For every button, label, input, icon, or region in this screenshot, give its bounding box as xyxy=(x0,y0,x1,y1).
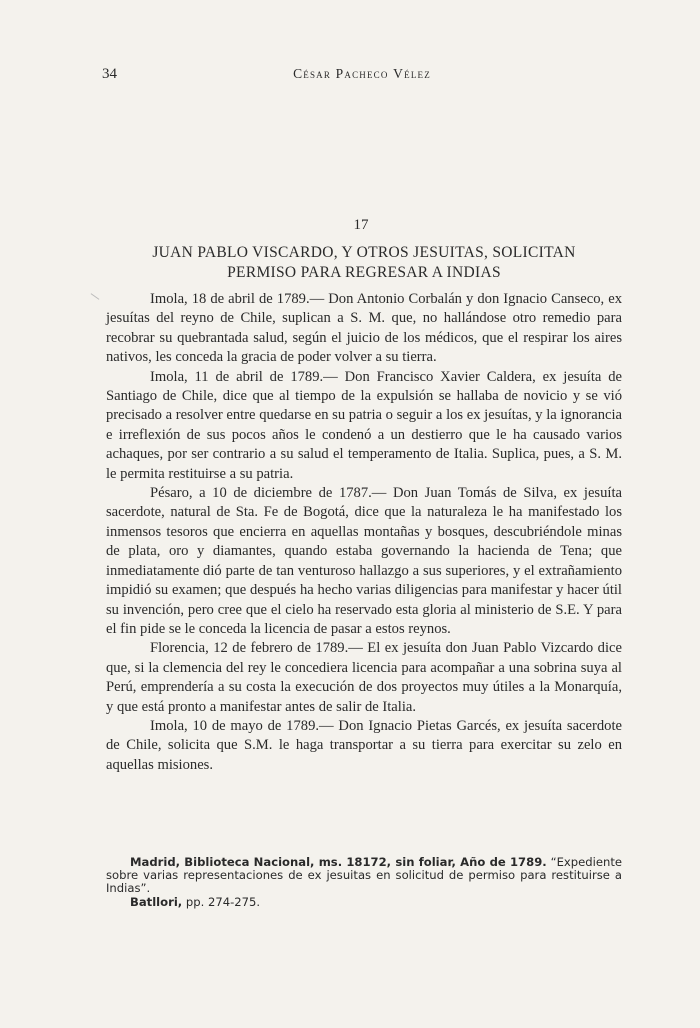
footnote-batllori xyxy=(106,896,622,909)
footnote-citation xyxy=(106,856,622,896)
document-number: 17 xyxy=(353,217,369,233)
author-first-name: César xyxy=(293,66,332,81)
running-head xyxy=(102,66,622,82)
author-last-name: Vélez xyxy=(393,66,431,81)
title-line-1: JUAN PABLO VISCARDO, Y OTROS JESUITAS, SOLICITAN xyxy=(152,244,576,261)
page-number: 34 xyxy=(102,66,117,82)
paragraph-florencia-vizcardo: Florencia, 12 de febrero de 1789.— El ex jesuíta don Juan Pablo Vizcardo dice que, si la clemencia del rey le concediera licencia para acompañar a una sobrina suya al Perú, emprendería a su costa la execución de dos proyectos muy útiles a la Monarquía, y que está pronto a manifestar antes de salir de Italia. xyxy=(106,640,622,715)
page-header xyxy=(102,66,622,88)
footnote-source-text: “Expediente sobre varias representaciones de ex jesuitas en solicitud de permiso para restituirse a Indias”. xyxy=(106,855,622,896)
footnote-source-bold: Madrid, Biblioteca Nacional, ms. 18172, sin foliar, Año de 1789. xyxy=(130,855,547,869)
footnote-batllori-bold: Batllori, xyxy=(130,894,183,909)
footnote-batllori-text: pp. 274-275. xyxy=(182,894,261,909)
margin-mark xyxy=(91,293,100,300)
paragraph-imola-corbalan: Imola, 18 de abril de 1789.— Don Antonio Corbalán y don Ignacio Canseco, ex jesuítas del reyno de Chile, suplican a S. M. que, no hallándose otro remedio para recobrar su quebrantada salud, según el juicio de los médicos, que el respirar los aires nativos, les conceda la gracia de poder volver a su tierra. xyxy=(106,291,622,366)
document-title xyxy=(106,243,622,283)
source-footnote xyxy=(106,856,622,909)
author-middle-name: Pacheco xyxy=(335,66,389,81)
paragraph-imola-garces: Imola, 10 de mayo de 1789.— Don Ignacio Pietas Garcés, ex jesuíta sacerdote de Chile, solicita que S.M. le haga transportar a su tierra para exercitar su zelo en aquellas misiones. xyxy=(106,717,622,773)
title-line-2: PERMISO PARA REGRESAR A INDIAS xyxy=(227,264,501,281)
paragraph-imola-caldera: Imola, 11 de abril de 1789.— Don Francisco Xavier Caldera, ex jesuíta de Santiago de Chile, dice que al tiempo de la expulsión se hallaba de novicio y se vió precisado a resolver entre quedarse en su patria o seguir a los ex jesuítas, y la ignorancia e irreflexión de sus pocos años le condenó a un destierro que le ha causado varios achaques, por ser contrario a su salud el temperamento de Italia. Suplica, pues, a S. M. le permita restituirse a su patria. xyxy=(106,368,622,482)
document-body xyxy=(106,290,622,775)
paragraph-pesaro-silva: Pésaro, a 10 de diciembre de 1787.— Don Juan Tomás de Silva, ex jesuíta sacerdote, natural de Sta. Fe de Bogotá, dice que la naturaleza le ha manifestado los inmensos tesoros que encierra en aquellas montañas y bosques, descubriéndole minas de plata, oro y diamantes, quando estaba governando la hacienda de Tena; que inmediatamente dió parte de tan venturoso hallazgo a sus superiores, y el extrañamiento impidió su examen; que después ha hecho varias diligencias para manifestar y hacer útil su invención, pero cree que el cielo ha reservado esta gloria al ministerio de S.E. Y para el fin pide se le conceda la licencia de pasar a estos reynos. xyxy=(106,485,622,637)
